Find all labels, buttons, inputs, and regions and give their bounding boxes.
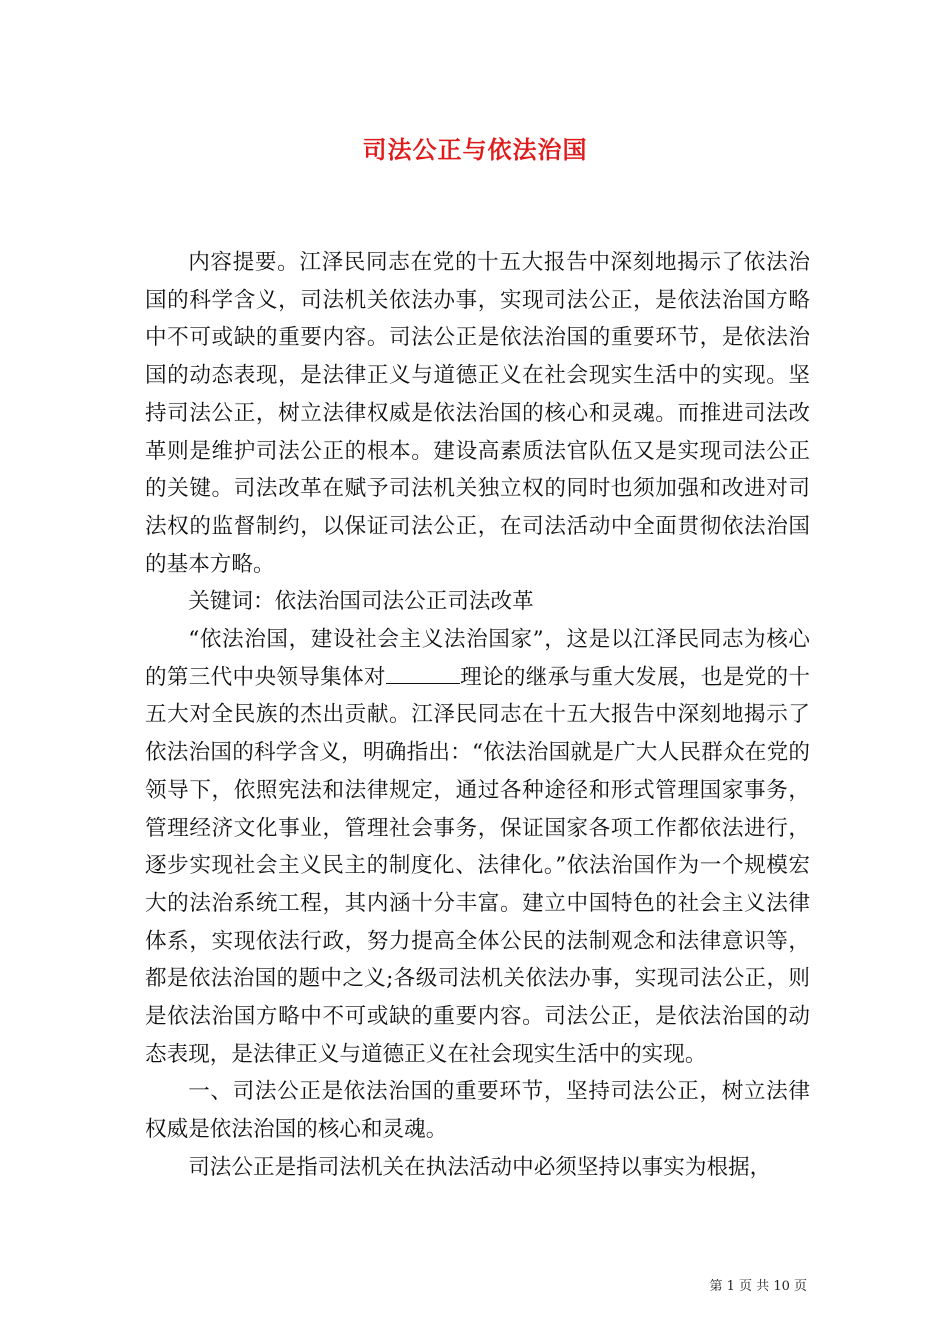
keywords-line: 关键词：依法治国司法公正司法改革 [188,589,534,615]
section-heading: 一、司法公正是依法治国的重要环节，坚持司法公正，树立法律权威是依法治国的核心和灵魂。 [145,1079,810,1143]
abstract-paragraph: 内容提要。江泽民同志在党的十五大报告中深刻地揭示了依法治国的科学含义，司法机关依法办事，实现司法公正，是依法治国方略中不可或缺的重要内容。司法公正是依法治国的重要环节，是依法治国的动态表现，是法律正义与道德正义在社会现实生活中的实现。坚持司法公正，树立法律权威是依法治国的核心和灵魂。而推进司法改革则是维护司法公正的根本。建设高素质法官队伍又是实现司法公正的关键。司法改革在赋予司法机关独立权的同时也须加强和改进对司法权的监督制约，以保证司法公正，在司法活动中全面贯彻依法治国的基本方略。 [145,250,810,577]
body-paragraph [145,621,810,1073]
paragraph-text-before-blank: “依法治国，建设社会主义法治国家”，这是以江泽民同志为核心的第三代中央领导集体对 [145,627,810,690]
body-paragraph: 司法公正是指司法机关在执法活动中必须坚持以事实为根据， [188,1154,772,1180]
paragraph-text-after-blank: 理论的继承与重大发展，也是党的十五大对全民族的杰出贡献。江泽民同志在十五大报告中深刻地揭示了依法治国的科学含义，明确指出：“依法治国就是广大人民群众在党的领导下，依照宪法和法律规定，通过各种途径和形式管理国家事务，管理经济文化事业，管理社会事务，保证国家各项工作都依法进行，逐步实现社会主义民主的制度化、法律化。”依法治国作为一个规模宏大的法治系统工程，其内涵十分丰富。建立中国特色的社会主义法律体系，实现依法行政，努力提高全体公民的法制观念和法律意识等，都是依法治国的题中之义;各级司法机关依法办事，实现司法公正，则是依法治国方略中不可或缺的重要内容。司法公正，是依法治国的动态表现，是法律正义与道德正义在社会现实生活中的实现。 [145,664,810,1067]
fill-in-blank [386,665,460,684]
document-title: 司法公正与依法治国 [362,135,588,164]
document-body [145,244,810,1187]
page-number-footer: 第 1 页 共 10 页 [709,1279,807,1294]
